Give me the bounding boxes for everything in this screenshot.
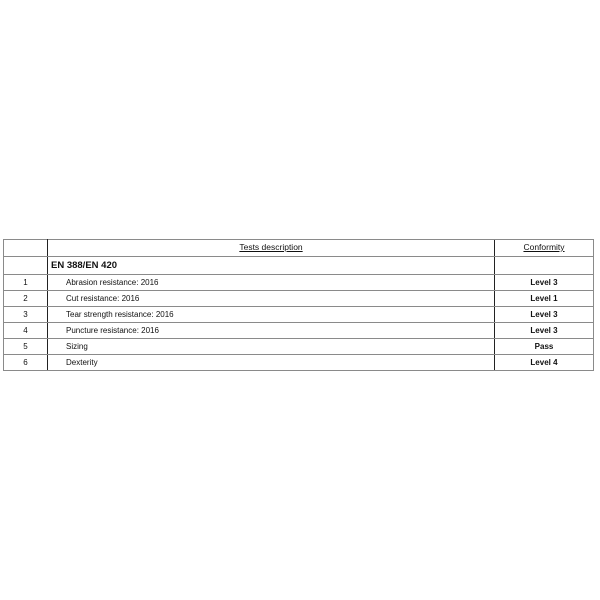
row-number: 6 xyxy=(4,355,48,371)
row-number: 1 xyxy=(4,275,48,291)
row-number: 2 xyxy=(4,291,48,307)
row-conformity: Level 3 xyxy=(495,307,594,323)
section-title: EN 388/EN 420 xyxy=(48,257,495,275)
tests-table xyxy=(3,239,594,371)
section-number-cell xyxy=(4,257,48,275)
row-description: Tear strength resistance: 2016 xyxy=(48,307,495,323)
header-conformity: Conformity xyxy=(495,240,594,257)
row-conformity: Level 3 xyxy=(495,323,594,339)
header-tests-description: Tests description xyxy=(48,240,495,257)
row-number: 4 xyxy=(4,323,48,339)
row-conformity: Level 3 xyxy=(495,275,594,291)
row-conformity: Pass xyxy=(495,339,594,355)
row-description: Puncture resistance: 2016 xyxy=(48,323,495,339)
table-row xyxy=(4,323,594,339)
table-row xyxy=(4,275,594,291)
table-row xyxy=(4,355,594,371)
tests-table-container xyxy=(3,239,593,371)
row-description: Dexterity xyxy=(48,355,495,371)
section-conformity-cell xyxy=(495,257,594,275)
row-conformity: Level 4 xyxy=(495,355,594,371)
row-description: Abrasion resistance: 2016 xyxy=(48,275,495,291)
table-row xyxy=(4,307,594,323)
row-conformity: Level 1 xyxy=(495,291,594,307)
table-header-row xyxy=(4,240,594,257)
table-row xyxy=(4,291,594,307)
row-description: Sizing xyxy=(48,339,495,355)
table-row xyxy=(4,339,594,355)
row-number: 3 xyxy=(4,307,48,323)
row-description: Cut resistance: 2016 xyxy=(48,291,495,307)
row-number: 5 xyxy=(4,339,48,355)
section-row xyxy=(4,257,594,275)
header-number-cell xyxy=(4,240,48,257)
